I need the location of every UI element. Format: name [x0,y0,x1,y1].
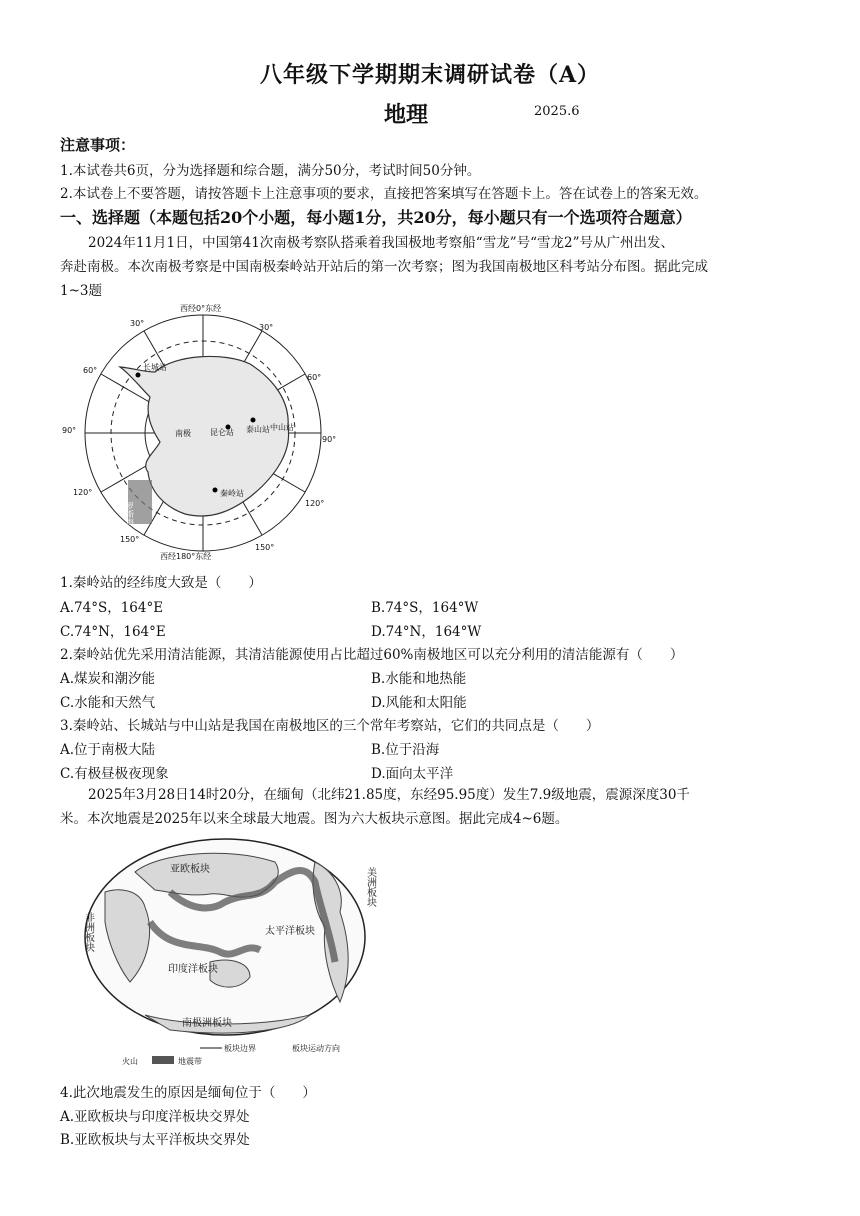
answer-option: D.74°N，164°W [371,624,482,640]
station-dot [136,373,141,378]
passage-line: 2025年3月28日14时20分，在缅甸（北纬21.85度，东经95.95度）发生7.9级地震，震源深度30千 [88,787,690,803]
station-label: 泰山站 [246,425,270,434]
plate-label: 非洲板块 [82,912,94,952]
station-label: 秦岭站 [220,489,244,498]
lon-label: 60° [83,366,98,375]
map-top-label: 西经0°东经 [180,304,222,313]
answer-option: D.面向太平洋 [371,766,454,782]
plates-map [60,832,390,1068]
notice-heading: 注意事项： [60,136,136,154]
plate-label: 南极洲板块 [182,1018,232,1029]
lon-label: 30° [259,323,274,332]
legend-motion: 板块运动方向 [292,1044,340,1053]
question-stem: 2.秦岭站优先采用清洁能源，其清洁能源使用占比超过60%南极地区可以充分利用的清洁能源有（ ） [60,647,684,663]
lon-label: 120° [73,488,93,497]
notice-item: 1.本试卷共6页，分为选择题和综合题，满分50分，考试时间50分钟。 [60,163,481,179]
station-label: 昆仑站 [210,428,234,437]
plate-label: 亚欧板块 [170,864,210,875]
map-bottom-label: 西经180°东经 [160,552,212,561]
antarctica-map [60,302,340,564]
answer-option: C.水能和天然气 [60,695,156,711]
exam-title: 八年级下学期期末调研试卷（A） [259,62,601,88]
plate-label: 太平洋板块 [265,926,315,937]
legend-seismic: 地震带 [178,1057,202,1066]
answer-option: C.74°N，164°E [60,624,166,640]
passage-line: 米。本次地震是2025年以来全球最大地震。图为六大板块示意图。据此完成4~6题。 [60,811,569,827]
lon-label: 150° [255,543,275,552]
answer-option: C.有极昼极夜现象 [60,766,169,782]
answer-option: B.74°S，164°W [371,600,479,616]
passage-line: 2024年11月1日，中国第41次南极考察队搭乘着我国极地考察船“雪龙”号“雪龙2”号从广州出发、 [88,235,674,251]
question-stem: 4.此次地震发生的原因是缅甸位于（ ） [60,1085,316,1101]
legend-seismic-swatch [152,1056,174,1064]
notice-item: 2.本试卷上不要答题，请按答题卡上注意事项的要求，直接把答案填写在答题卡上。答在试卷上的答案无效。 [60,186,708,202]
plate-label: 印度洋板块 [168,964,218,975]
answer-option: B.水能和地热能 [371,671,467,687]
lon-label: 90° [322,435,337,444]
plate-label: 美洲板块 [364,867,376,907]
answer-option: A.亚欧板块与印度洋板块交界处 [60,1109,250,1125]
passage-2 [60,783,800,831]
passage-1 [60,231,800,303]
question-stem: 3.秦岭站、长城站与中山站是我国在南极地区的三个常年考察站，它们的共同点是（ ） [60,718,600,734]
answer-option: D.风能和太阳能 [371,695,467,711]
subject-title: 地理 [384,102,429,128]
station-dot [251,418,256,423]
sea-label: 罗斯海 [125,502,135,526]
answer-option: A.74°S，164°E [60,600,164,616]
answer-option: A.位于南极大陆 [60,742,156,758]
passage-line: 1~3题 [60,283,102,299]
station-label: 长城站 [143,363,167,372]
station-label: 中山站 [270,423,294,432]
exam-date: 2025.6 [534,104,580,119]
question-stem: 1.秦岭站的经纬度大致是（ ） [60,575,262,591]
pole-label: 南极 [175,429,191,438]
answer-option: A.煤炭和潮汐能 [60,671,156,687]
passage-line: 奔赴南极。本次南极考察是中国南极秦岭站开站后的第一次考察；图为我国南极地区科考站分布图。据此完成 [60,259,708,275]
lon-label: 30° [130,319,145,328]
lon-label: 150° [120,535,140,544]
station-dot [213,488,218,493]
answer-option: B.亚欧板块与太平洋板块交界处 [60,1132,250,1148]
answer-option: B.位于沿海 [371,742,440,758]
lon-label: 60° [307,373,322,382]
section-heading: 一、选择题（本题包括20个小题，每小题1分，共20分，每小题只有一个选项符合题意） [60,208,692,227]
lon-label: 120° [305,499,325,508]
legend-boundary: 板块边界 [224,1044,256,1053]
lon-label: 90° [62,426,77,435]
legend-volcano: 火山 [122,1057,138,1066]
